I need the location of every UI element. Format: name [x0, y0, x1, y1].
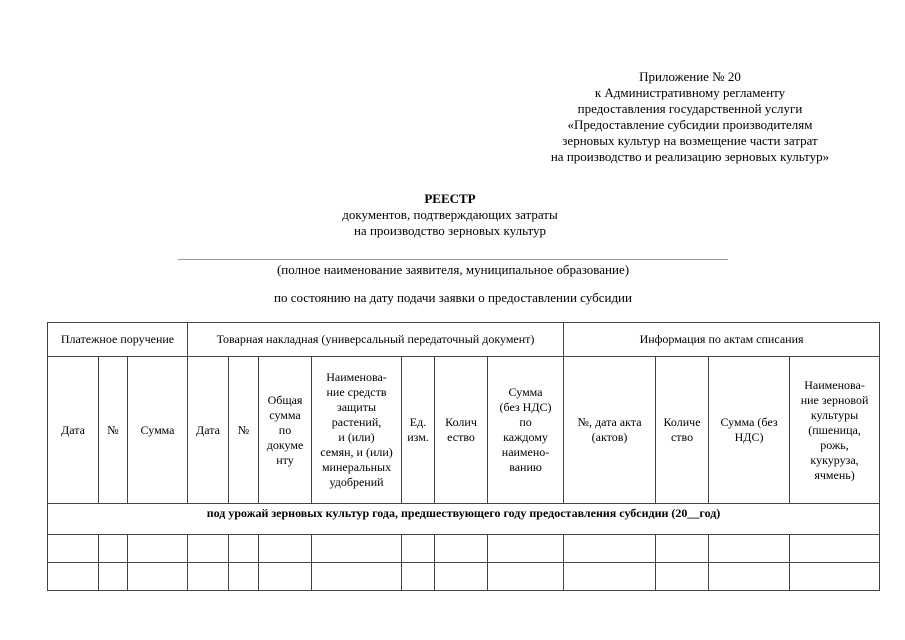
column-header-line: Общая	[267, 392, 303, 407]
appendix-line: «Предоставление субсидии производителям	[567, 117, 813, 132]
column-header	[128, 357, 188, 504]
column-header-line: (актов)	[591, 430, 628, 444]
table-cell[interactable]	[259, 535, 312, 563]
title-main: РЕЕСТР	[424, 191, 476, 206]
table-cell[interactable]	[48, 563, 99, 591]
table-row[interactable]	[48, 563, 880, 591]
table-cell[interactable]	[564, 563, 656, 591]
table-cell[interactable]	[128, 535, 188, 563]
group-header-write-off: Информация по актам списания	[564, 323, 880, 357]
applicant-fill-line[interactable]	[178, 259, 728, 260]
column-header-line: защиты	[336, 400, 377, 414]
table-cell[interactable]	[564, 535, 656, 563]
title-line: документов, подтверждающих затраты	[342, 207, 558, 222]
column-header-line: (пшеница,	[808, 422, 861, 437]
table-cell[interactable]	[312, 535, 402, 563]
column-header	[435, 357, 488, 504]
column-header-line: семян, и (или)	[320, 445, 393, 459]
column-header-line: ство	[670, 430, 694, 444]
table-cell[interactable]	[99, 535, 128, 563]
table-cell[interactable]	[488, 563, 564, 591]
table-cell[interactable]	[402, 563, 435, 591]
applicant-caption: (полное наименование заявителя, муниципальное образование)	[276, 262, 630, 277]
column-header-line: НДС)	[734, 430, 764, 444]
document-title	[190, 191, 710, 239]
column-header-line: Сумма	[140, 422, 175, 437]
column-header-line: рожь,	[820, 437, 849, 452]
column-header	[312, 357, 402, 504]
column-header-line: ество	[447, 430, 475, 444]
column-header-line: удобрений	[329, 475, 384, 489]
column-header	[402, 357, 435, 504]
column-header-line: №, дата акта	[577, 415, 642, 429]
appendix-line: к Административному регламенту	[594, 85, 786, 100]
column-header-line: №	[237, 422, 250, 437]
column-header-line: по	[519, 415, 532, 429]
title-line: на производство зерновых культур	[353, 223, 547, 238]
column-header-line: наимено-	[501, 445, 550, 459]
column-header-line: Наименова-	[804, 377, 865, 392]
group-header-payment-order: Платежное поручение	[48, 323, 188, 357]
table-cell[interactable]	[709, 563, 790, 591]
table-cell[interactable]	[312, 563, 402, 591]
appendix-line: Приложение № 20	[639, 69, 741, 84]
status-line: по состоянию на дату подачи заявки о предоставлении субсидии	[274, 290, 632, 305]
table-cell[interactable]	[790, 535, 880, 563]
table-cell[interactable]	[188, 563, 229, 591]
registry-table	[47, 322, 880, 591]
table-cell[interactable]	[128, 563, 188, 591]
table-cell[interactable]	[48, 535, 99, 563]
column-header-line: изм.	[407, 430, 429, 444]
table-cell[interactable]	[656, 535, 709, 563]
column-header-line: Наименова-	[326, 370, 387, 384]
table-cell[interactable]	[435, 563, 488, 591]
section-label: под урожай зерновых культур года, предшествующего году предоставления субсидии (20__год)	[48, 504, 880, 535]
table-column-header-row	[48, 357, 880, 504]
column-header-line: №	[107, 422, 119, 437]
column-header-line: Колич	[445, 415, 477, 429]
table-cell[interactable]	[402, 535, 435, 563]
column-header	[488, 357, 564, 504]
column-header-line: Дата	[61, 422, 85, 437]
table-cell[interactable]	[790, 563, 880, 591]
column-header-line: Количе	[663, 415, 701, 429]
table-cell[interactable]	[229, 535, 259, 563]
column-header	[48, 357, 99, 504]
column-header-line: Сумма	[508, 385, 543, 399]
column-header-line: ние зерновой	[800, 392, 869, 407]
column-header-line: кукуруза,	[810, 452, 859, 467]
column-header	[790, 357, 880, 504]
column-header-line: нту	[276, 452, 294, 467]
column-header-line: культуры	[810, 407, 859, 422]
table-cell[interactable]	[709, 535, 790, 563]
column-header-line: каждому	[503, 430, 548, 444]
column-header-line: по	[278, 422, 292, 437]
column-header-line: докуме	[266, 437, 304, 452]
appendix-line: предоставления государственной услуги	[577, 101, 803, 116]
table-cell[interactable]	[188, 535, 229, 563]
table-row[interactable]	[48, 535, 880, 563]
table-group-header-row	[48, 323, 880, 357]
column-header-line: сумма	[269, 407, 301, 422]
column-header-line: Ед.	[409, 415, 427, 429]
column-header-line: минеральных	[321, 460, 392, 474]
column-header	[99, 357, 128, 504]
appendix-line: зерновых культур на возмещение части затрат	[562, 133, 818, 148]
group-header-invoice: Товарная накладная (универсальный передаточный документ)	[188, 323, 564, 357]
table-cell[interactable]	[229, 563, 259, 591]
appendix-line: на производство и реализацию зерновых культур»	[550, 149, 830, 164]
column-header-line: ние средств	[326, 385, 387, 399]
column-header	[656, 357, 709, 504]
column-header-line: ячмень)	[814, 467, 855, 482]
table-cell[interactable]	[99, 563, 128, 591]
column-header-line: (без НДС)	[499, 400, 552, 414]
table-cell[interactable]	[656, 563, 709, 591]
column-header	[229, 357, 259, 504]
table-cell[interactable]	[259, 563, 312, 591]
column-header	[259, 357, 312, 504]
column-header-line: растений,	[331, 415, 382, 429]
column-header-line: Дата	[196, 422, 220, 437]
column-header	[564, 357, 656, 504]
column-header-line: ванию	[509, 460, 542, 474]
column-header	[709, 357, 790, 504]
column-header-line: Сумма (без	[720, 415, 778, 429]
table-section-row	[48, 504, 880, 535]
column-header	[188, 357, 229, 504]
table-cell[interactable]	[488, 535, 564, 563]
appendix-header	[490, 69, 890, 165]
column-header-line: и (или)	[338, 430, 375, 444]
table-cell[interactable]	[435, 535, 488, 563]
